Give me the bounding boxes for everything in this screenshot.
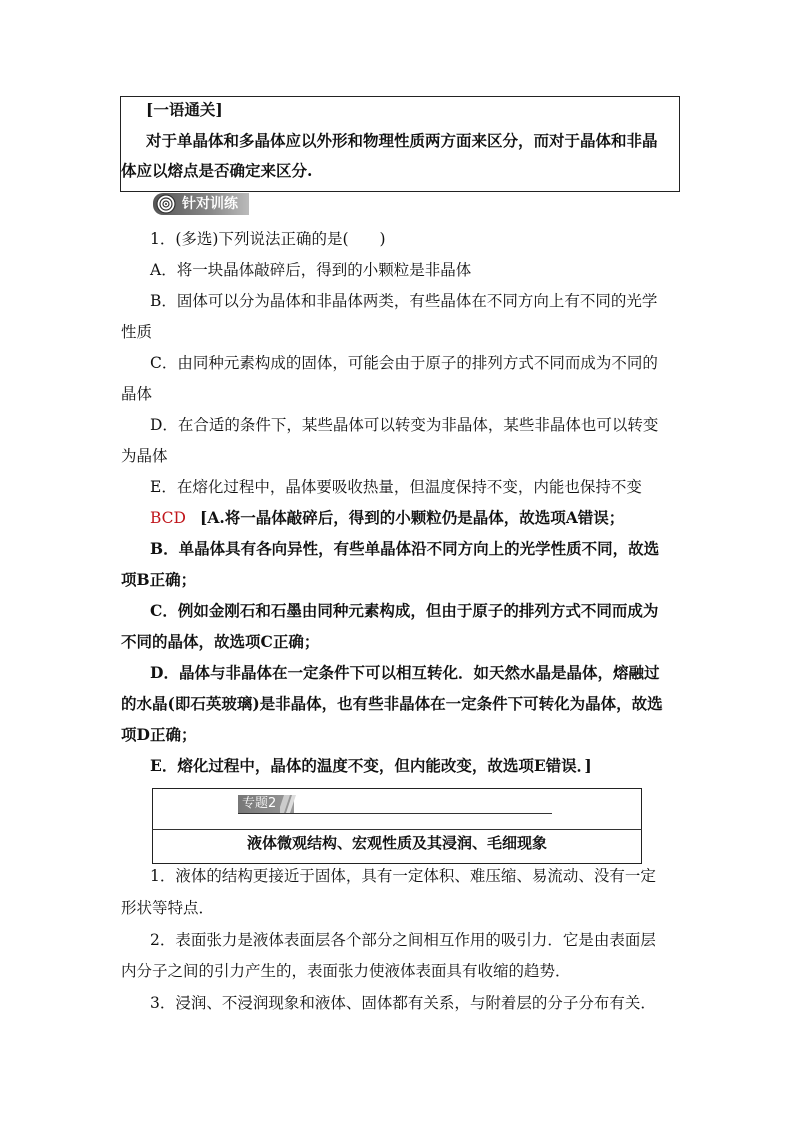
summary-line-2: 体应以熔点是否确定来区分. (121, 161, 313, 180)
answer-b-line-1: B．单晶体具有各向异性，有些单晶体沿不同方向上的光学性质不同，故选 (150, 539, 660, 558)
target-icon (155, 194, 177, 214)
option-d-line-2: 为晶体 (121, 447, 168, 465)
option-b-line-1: B．固体可以分为晶体和非晶体两类，有些晶体在不同方向上有不同的光学 (150, 292, 658, 310)
option-e: E．在熔化过程中，晶体要吸收热量，但温度保持不变，内能也保持不变 (150, 478, 642, 496)
answer-b-line-2: 项B正确； (121, 570, 197, 589)
point-2-line-2: 内分子之间的引力产生的，表面张力使液体表面具有收缩的趋势． (121, 962, 571, 980)
answer-key: BCD (150, 509, 186, 527)
answer-d-line-1: D．晶体与非晶体在一定条件下可以相互转化．如天然水晶是晶体，熔融过 (150, 663, 660, 682)
point-2-line-1: 2．表面张力是液体表面层各个部分之间相互作用的吸引力．它是由表面层 (150, 931, 656, 949)
option-c-line-2: 晶体 (121, 385, 153, 403)
point-3-line-1: 3．浸润、不浸润现象和液体、固体都有关系，与附着层的分子分布有关． (150, 994, 656, 1012)
answer-d-line-3: 项D正确； (121, 725, 197, 744)
answer-c-line-2: 不同的晶体，故选项C正确； (121, 632, 320, 651)
point-1-line-1: 1．液体的结构更接近于固体，具有一定体积、难压缩、易流动、没有一定 (150, 867, 656, 885)
summary-heading: [一语通关] (146, 100, 223, 119)
summary-line-1: 对于单晶体和多晶体应以外形和物理性质两方面来区分，而对于晶体和非晶 (146, 131, 658, 150)
training-tag-label: 针对训练 (182, 196, 238, 212)
answer-a-line: [A.将一晶体敲碎后，得到的小颗粒仍是晶体，故选项A错误； (200, 508, 625, 527)
topic-divider (152, 829, 642, 830)
answer-e-line: E．熔化过程中，晶体的温度不变，但内能改变，故选项E错误．] (150, 756, 592, 775)
topic-label-stripes-icon (280, 795, 304, 813)
question-stem: 1．(多选)下列说法正确的是( ) (150, 230, 386, 248)
answer-d-line-2: 的水晶(即石英玻璃)是非晶体，也有些非晶体在一定条件下可转化为晶体，故选 (121, 694, 663, 713)
point-1-line-2: 形状等特点． (121, 899, 215, 917)
option-b-line-2: 性质 (121, 323, 153, 341)
topic-title: 液体微观结构、宏观性质及其浸润、毛细现象 (246, 834, 547, 852)
answer-c-line-1: C．例如金刚石和石墨由同种元素构成，但由于原子的排列方式不同而成为 (150, 601, 659, 620)
option-c-line-1: C．由同种元素构成的固体，可能会由于原子的排列方式不同而成为不同的 (150, 354, 658, 372)
topic-rule (238, 813, 552, 814)
option-a: A．将一块晶体敲碎后，得到的小颗粒是非晶体 (150, 261, 472, 279)
topic-label: 专题2 (242, 796, 277, 811)
option-d-line-1: D．在合适的条件下，某些晶体可以转变为非晶体，某些非晶体也可以转变 (150, 416, 659, 434)
